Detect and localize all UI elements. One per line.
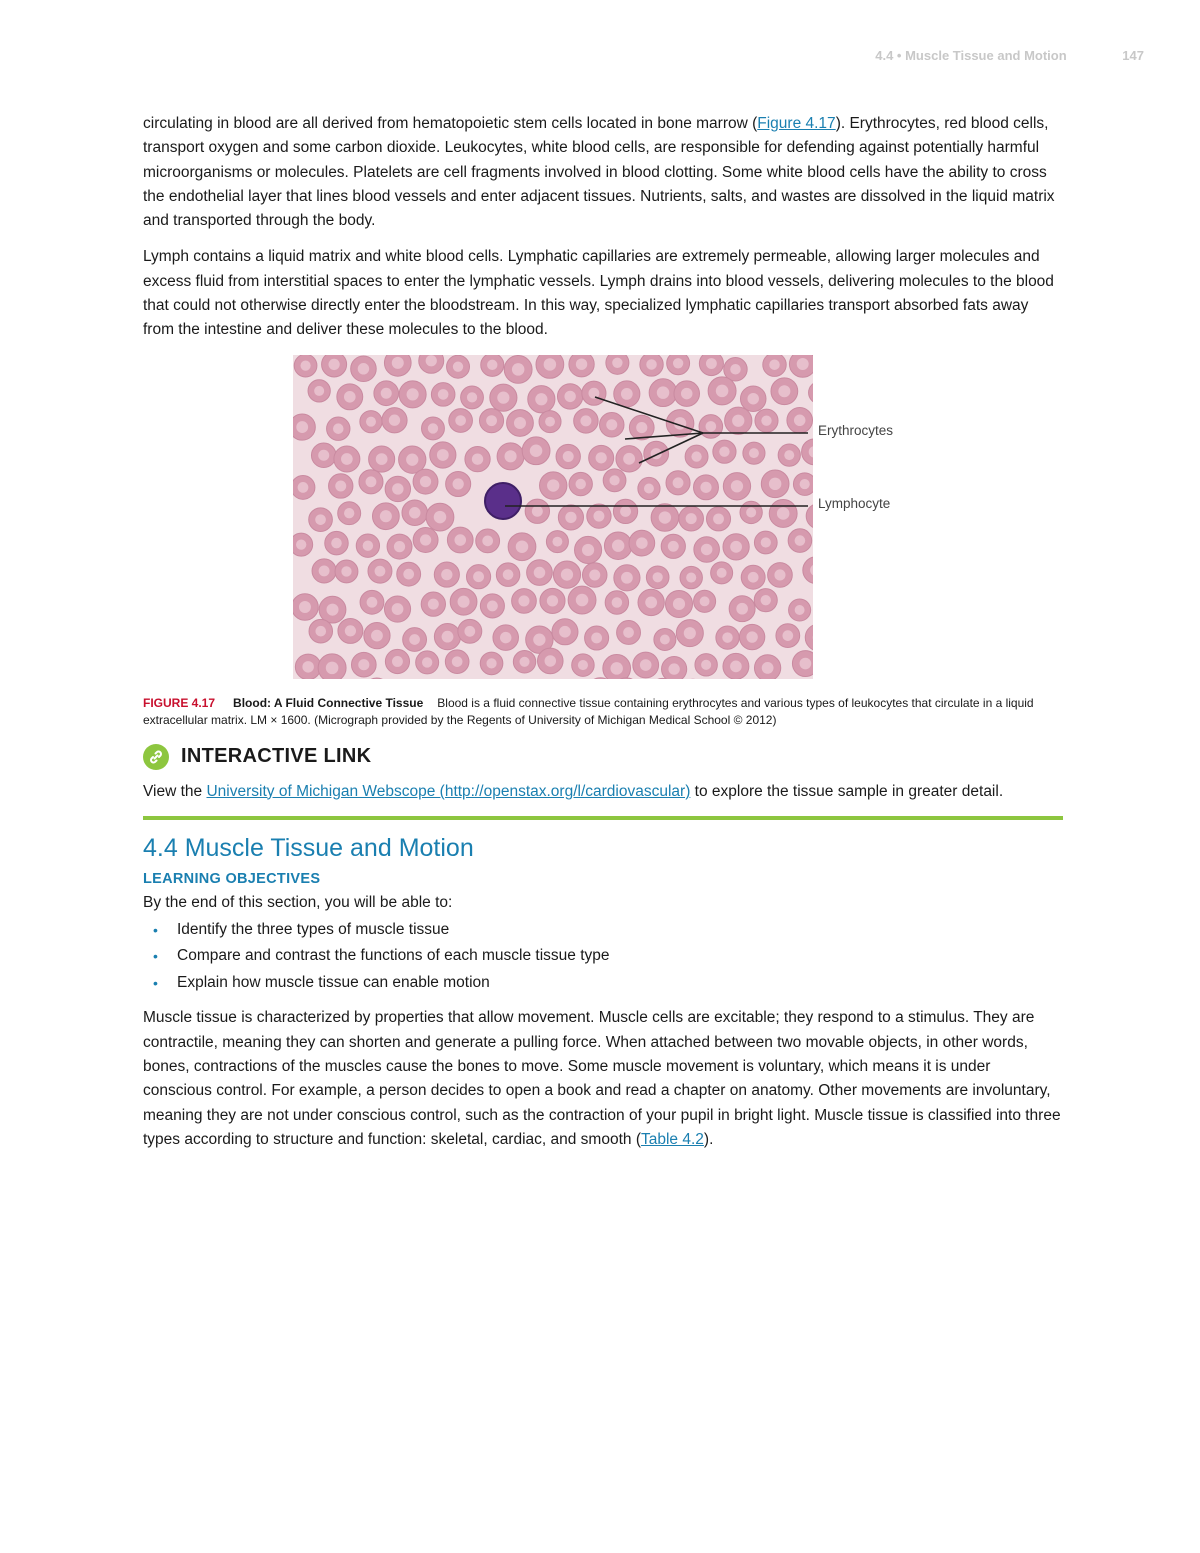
webscope-link[interactable]: University of Michigan Webscope (http://openstax.org/l/cardiovascular) — [206, 782, 691, 800]
objective-text: Explain how muscle tissue can enable motion — [177, 973, 490, 991]
section-title: 4.4 Muscle Tissue and Motion — [143, 833, 474, 862]
section-divider — [143, 816, 1063, 820]
figure-title: Blood: A Fluid Connective Tissue — [233, 695, 424, 710]
figure-caption-text: Blood is a fluid connective tissue containing erythrocytes and various types of leukocytes that circulate in a liquid extracellular matrix. LM × 1600. (Micrograph provided by the Regents of University of Michigan Medical School © 2012) — [143, 695, 1034, 728]
list-item — [153, 917, 1063, 944]
bullet-icon: • — [153, 948, 158, 965]
paragraph-blood — [143, 112, 1063, 233]
paragraph-lymph: Lymph contains a liquid matrix and white blood cells. Lymphatic capillaries are extremely permeable, allowing larger molecules and excess fluid from interstitial spaces to enter the lymphatic vessels. Lymph drains into blood vessels, delivering molecules to the blood that could not otherwise directly enter the bloodstream. In this way, specialized lymphatic capillaries transport absorbed fats away from the intestine and deliver these molecules to the blood. — [143, 248, 1054, 339]
list-item — [153, 970, 1063, 997]
paragraph-text: circulating in blood are all derived from hematopoietic stem cells located in bone marrow ( — [143, 115, 758, 132]
objective-text: Identify the three types of muscle tissue — [177, 920, 450, 938]
paragraph-text: ). — [703, 1130, 714, 1148]
interactive-link-text — [143, 780, 1063, 804]
interactive-link-header — [143, 744, 1063, 770]
paragraph-text: ). Erythrocytes, red blood cells, transport oxygen and some carbon dioxide. Leukocytes, white blood cells, are responsible for defending against potentially harmful microorganisms or molecules. Platelets are cell fragments involved in blood clotting. Some white blood cells have the ability to cross the endothelial layer that lines blood vessels and enter adjacent tissues. Nutrients, salts, and wastes are dissolved in the liquid matrix and transported through the body. — [143, 115, 1055, 230]
figure-leader-lines — [143, 355, 1063, 685]
paragraph-text: View the — [143, 782, 207, 800]
table-4-2-link[interactable]: Table 4.2 — [640, 1130, 704, 1148]
label-erythrocytes: Erythrocytes — [818, 422, 894, 438]
interactive-link-title: INTERACTIVE LINK — [181, 745, 372, 768]
figure-4-17-link[interactable]: Figure 4.17 — [757, 115, 836, 132]
bullet-icon: • — [153, 921, 158, 938]
learning-objectives-heading: LEARNING OBJECTIVES — [143, 870, 321, 887]
list-item — [153, 943, 1063, 970]
running-header — [875, 48, 1144, 63]
link-icon — [143, 744, 169, 770]
paragraph-text: to explore the tissue sample in greater detail. — [690, 782, 1004, 800]
figure-number: FIGURE 4.17 — [143, 695, 216, 710]
figure-4-17 — [143, 355, 1063, 685]
bullet-icon: • — [153, 974, 158, 991]
objective-text: Compare and contrast the functions of each muscle tissue type — [177, 947, 610, 965]
label-lymphocyte: Lymphocyte — [818, 495, 891, 511]
page-content — [143, 112, 1063, 1164]
learning-objectives-list — [143, 917, 1063, 997]
figure-caption — [143, 695, 1063, 730]
paragraph-text: Muscle tissue is characterized by properties that allow movement. Muscle cells are excitable; they respond to a stimulus. They are contractile, meaning they can shorten and generate a pulling force. When attached between two movable objects, in other words, bones, contractions of the muscles cause the bones to move. Some muscle movement is voluntary, which means it is under conscious control. For example, a person decides to open a book and read a chapter on anatomy. Other movements are involuntary, meaning they are not under conscious control, such as the contraction of your pupil in bright light. Muscle tissue is classified into three types according to structure and function: skeletal, cardiac, and smooth ( — [143, 1009, 1061, 1148]
header-section-title: 4.4 • Muscle Tissue and Motion — [875, 48, 1067, 63]
page-number: 147 — [1122, 48, 1144, 63]
paragraph-muscle-tissue — [143, 1006, 1063, 1152]
learning-objectives-intro: By the end of this section, you will be able to: — [143, 893, 453, 911]
